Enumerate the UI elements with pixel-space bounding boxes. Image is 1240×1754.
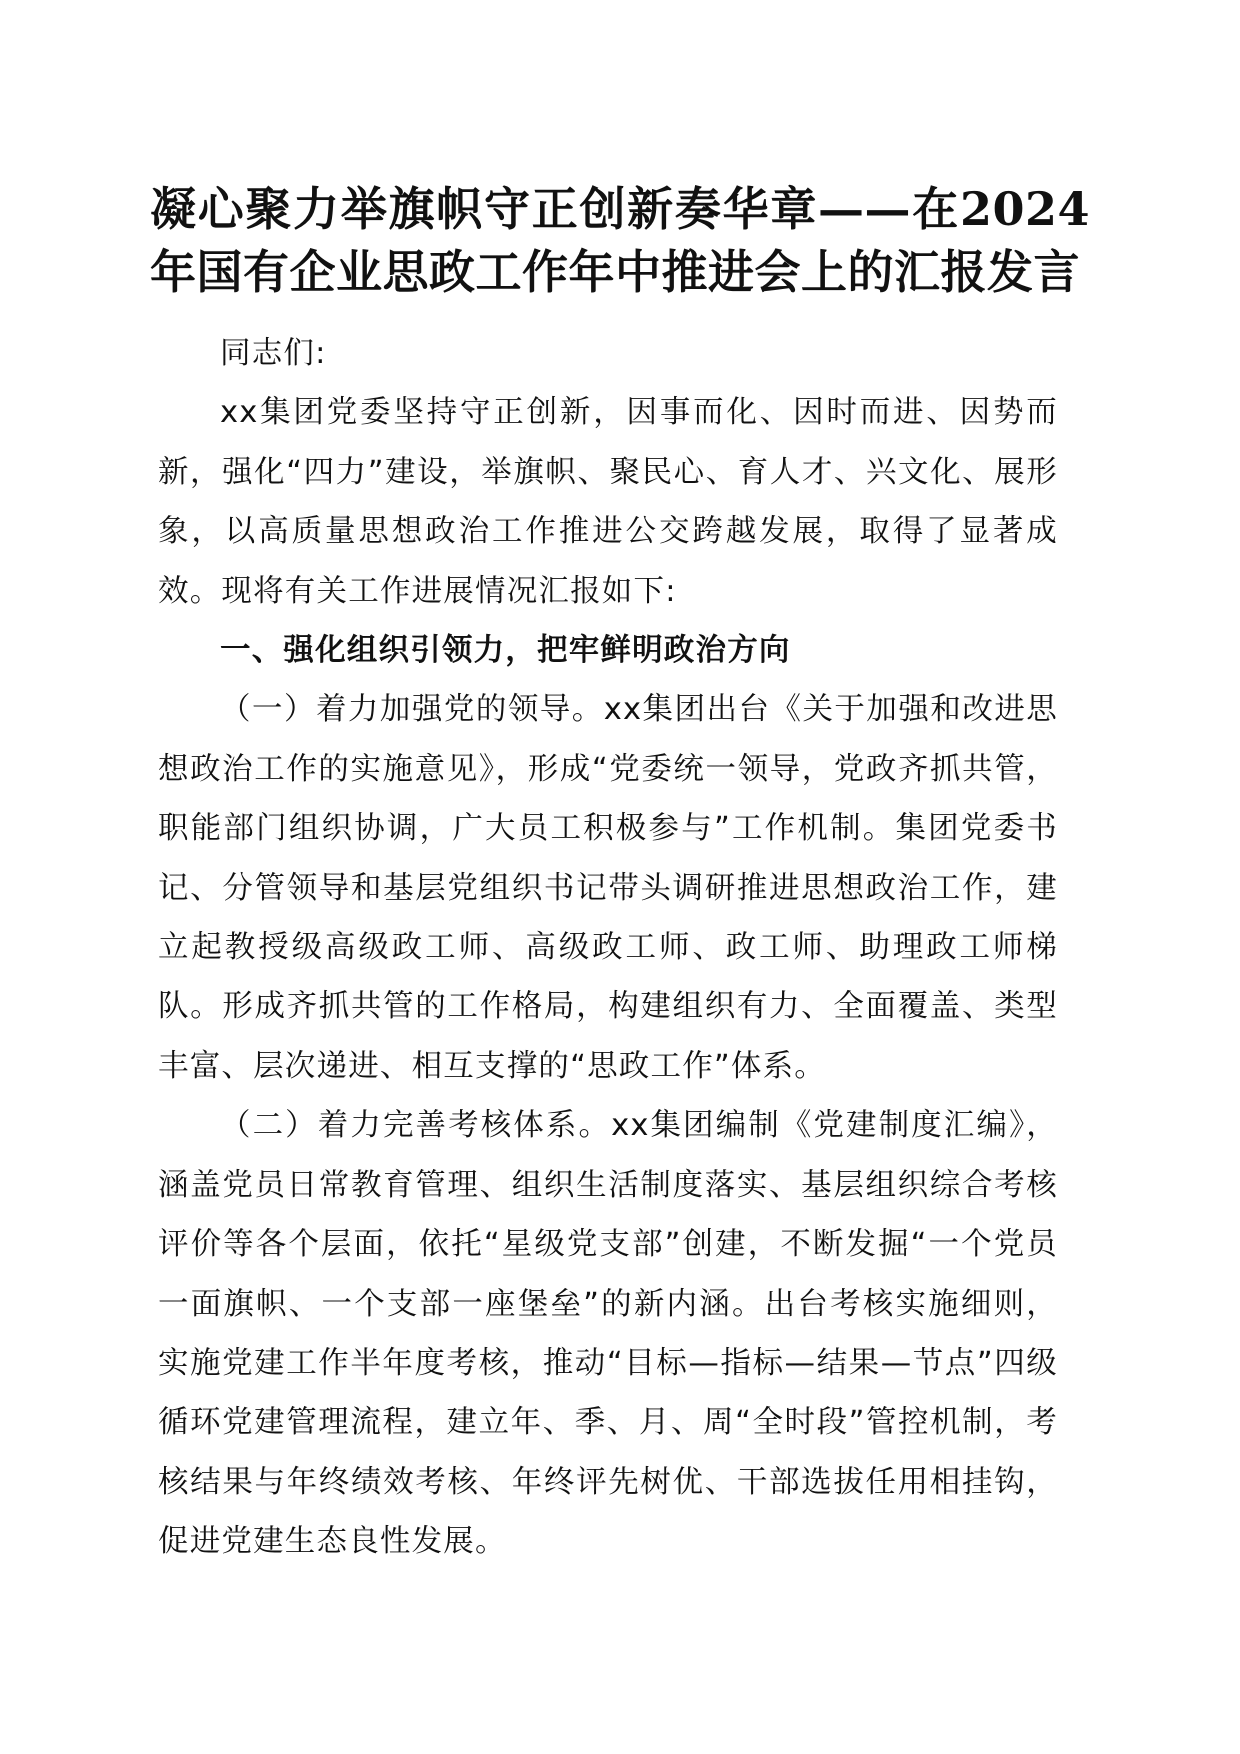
paragraph-1-lead: （一）着力加强党的领导。 [220,692,604,728]
document-title: 凝心聚力举旗帜守正创新奏华章——在2024年国有企业思政工作年中推进会上的汇报发言 [150,182,1090,299]
paragraph-1-body: xx集团出台《关于加强和改进思想政治工作的实施意见》，形成“党委统一领导，党政齐抓共管，职能部门组织协调，广大员工积极参与”工作机制。集团党委书记、分管领导和基层党组织书记带头调研推进思想政治工作，建立起教授级高级政工师、高级政工师、政工师、助理政工师梯队。形成齐抓共管的工作格局，构建组织有力、全面覆盖、类型丰富、层次递进、相互支撑的“思政工作”体系。 [158,692,1058,1084]
document-body [158,324,1058,1572]
paragraph-2 [158,1096,1058,1571]
salutation: 同志们: [220,336,327,371]
intro-paragraph: xx集团党委坚持守正创新，因事而化、因时而进、因势而新，强化“四力”建设，举旗帜、聚民心、育人才、兴文化、展形象，以高质量思想政治工作推进公交跨越发展，取得了显著成效。现将有关工作进展情况汇报如下: [158,395,1058,609]
section-heading: 一、强化组织引领力，把牢鲜明政治方向 [220,633,791,669]
paragraph-2-lead: （二）着力完善考核体系。 [220,1108,612,1144]
paragraph-2-body: xx集团编制《党建制度汇编》，涵盖党员日常教育管理、组织生活制度落实、基层组织综合考核评价等各个层面，依托“星级党支部”创建，不断发掘“一个党员一面旗帜、一个支部一座堡垒”的新内涵。出台考核实施细则，实施党建工作半年度考核，推动“目标—指标—结果—节点”四级循环党建管理流程，建立年、季、月、周“全时段”管控机制，考核结果与年终绩效考核、年终评先树优、干部选拔任用相挂钩，促进党建生态良性发展。 [158,1108,1058,1560]
paragraph-1 [158,680,1058,1096]
